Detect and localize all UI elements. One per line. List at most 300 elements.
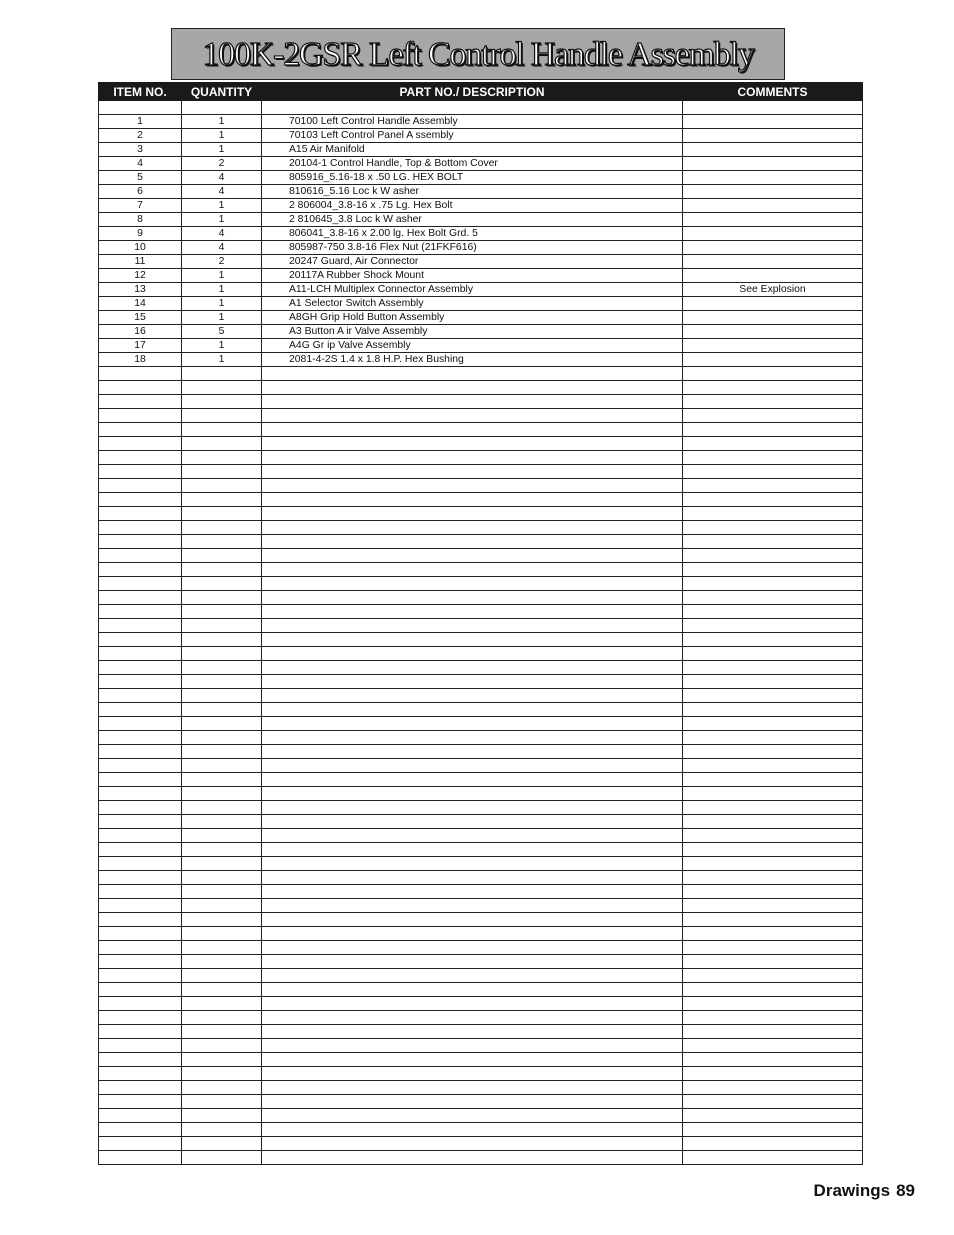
- cell-comments: [683, 1067, 863, 1081]
- cell-item-no: [99, 1095, 182, 1109]
- cell-description: [262, 1011, 683, 1025]
- table-row-empty: [99, 829, 863, 843]
- cell-quantity: [182, 871, 262, 885]
- cell-comments: [683, 885, 863, 899]
- cell-comments: [683, 563, 863, 577]
- cell-comments: [683, 1137, 863, 1151]
- cell-comments: [683, 325, 863, 339]
- cell-description: [262, 815, 683, 829]
- cell-quantity: [182, 773, 262, 787]
- table-row: [99, 227, 863, 241]
- table-row: [99, 311, 863, 325]
- cell-description: 20104-1 Control Handle, Top & Bottom Cover: [262, 157, 683, 171]
- table-row-empty: [99, 1053, 863, 1067]
- cell-quantity: [182, 493, 262, 507]
- cell-comments: [683, 857, 863, 871]
- cell-item-no: 4: [99, 157, 182, 171]
- table-row-empty: [99, 577, 863, 591]
- table-row-empty: [99, 479, 863, 493]
- cell-item-no: 16: [99, 325, 182, 339]
- cell-quantity: [182, 1053, 262, 1067]
- cell-quantity: [182, 1095, 262, 1109]
- cell-item-no: [99, 423, 182, 437]
- cell-description: [262, 633, 683, 647]
- cell-quantity: [182, 1039, 262, 1053]
- cell-description: [262, 507, 683, 521]
- table-row-empty: [99, 787, 863, 801]
- cell-description: [262, 717, 683, 731]
- cell-item-no: 6: [99, 185, 182, 199]
- cell-quantity: [182, 843, 262, 857]
- cell-comments: [683, 1095, 863, 1109]
- cell-description: [262, 563, 683, 577]
- table-row: [99, 199, 863, 213]
- cell-description: [262, 367, 683, 381]
- table-row-empty: [99, 633, 863, 647]
- cell-item-no: [99, 731, 182, 745]
- table-row-empty: [99, 409, 863, 423]
- table-row-empty: [99, 563, 863, 577]
- cell-quantity: 1: [182, 115, 262, 129]
- table-row-empty: [99, 857, 863, 871]
- cell-item-no: [99, 829, 182, 843]
- cell-comments: [683, 647, 863, 661]
- table-row-empty: [99, 661, 863, 675]
- cell-quantity: 1: [182, 283, 262, 297]
- cell-item-no: [99, 787, 182, 801]
- cell-quantity: 1: [182, 353, 262, 367]
- table-row-empty: [99, 1039, 863, 1053]
- cell-item-no: [99, 913, 182, 927]
- cell-comments: [683, 199, 863, 213]
- cell-comments: [683, 675, 863, 689]
- cell-item-no: [99, 101, 182, 115]
- cell-item-no: [99, 1039, 182, 1053]
- cell-comments: [683, 1123, 863, 1137]
- cell-quantity: [182, 675, 262, 689]
- cell-comments: [683, 871, 863, 885]
- cell-quantity: [182, 1109, 262, 1123]
- cell-comments: [683, 983, 863, 997]
- cell-item-no: [99, 801, 182, 815]
- cell-description: [262, 829, 683, 843]
- table-row-empty: [99, 815, 863, 829]
- cell-quantity: [182, 381, 262, 395]
- table-header-row: [99, 83, 863, 101]
- cell-description: [262, 899, 683, 913]
- cell-quantity: [182, 717, 262, 731]
- cell-item-no: [99, 773, 182, 787]
- cell-item-no: [99, 1081, 182, 1095]
- cell-quantity: [182, 1025, 262, 1039]
- cell-description: [262, 843, 683, 857]
- cell-quantity: [182, 997, 262, 1011]
- cell-comments: [683, 941, 863, 955]
- cell-comments: [683, 129, 863, 143]
- table-row-empty: [99, 801, 863, 815]
- cell-quantity: [182, 549, 262, 563]
- cell-item-no: [99, 563, 182, 577]
- cell-comments: [683, 213, 863, 227]
- table-row: [99, 115, 863, 129]
- cell-item-no: 9: [99, 227, 182, 241]
- cell-item-no: [99, 983, 182, 997]
- table-row-empty: [99, 619, 863, 633]
- cell-description: A15 Air Manifold: [262, 143, 683, 157]
- table-row-empty: [99, 423, 863, 437]
- cell-quantity: [182, 969, 262, 983]
- cell-description: [262, 871, 683, 885]
- cell-quantity: [182, 801, 262, 815]
- cell-description: [262, 983, 683, 997]
- cell-comments: [683, 745, 863, 759]
- cell-description: [262, 787, 683, 801]
- cell-quantity: [182, 633, 262, 647]
- table-row: [99, 185, 863, 199]
- cell-comments: [683, 367, 863, 381]
- cell-description: [262, 1067, 683, 1081]
- cell-comments: [683, 381, 863, 395]
- cell-item-no: [99, 703, 182, 717]
- cell-description: [262, 997, 683, 1011]
- table-row-empty: [99, 997, 863, 1011]
- cell-item-no: [99, 493, 182, 507]
- table-row-empty: [99, 927, 863, 941]
- cell-item-no: [99, 1123, 182, 1137]
- cell-item-no: [99, 899, 182, 913]
- cell-comments: [683, 227, 863, 241]
- cell-description: [262, 423, 683, 437]
- cell-comments: [683, 661, 863, 675]
- table-row-empty: [99, 535, 863, 549]
- table-row-empty: [99, 955, 863, 969]
- cell-description: [262, 1151, 683, 1165]
- cell-comments: [683, 591, 863, 605]
- cell-comments: [683, 549, 863, 563]
- cell-quantity: [182, 619, 262, 633]
- cell-comments: [683, 171, 863, 185]
- cell-quantity: [182, 507, 262, 521]
- header-description: PART NO./ DESCRIPTION: [262, 83, 683, 101]
- cell-description: 20117A Rubber Shock Mount: [262, 269, 683, 283]
- cell-item-no: [99, 367, 182, 381]
- cell-quantity: 4: [182, 185, 262, 199]
- cell-item-no: [99, 675, 182, 689]
- cell-description: [262, 675, 683, 689]
- cell-description: [262, 1109, 683, 1123]
- cell-quantity: [182, 955, 262, 969]
- table-row-empty: [99, 549, 863, 563]
- cell-description: [262, 689, 683, 703]
- cell-quantity: [182, 815, 262, 829]
- cell-item-no: [99, 1109, 182, 1123]
- cell-quantity: [182, 563, 262, 577]
- cell-quantity: [182, 745, 262, 759]
- cell-description: 70100 Left Control Handle Assembly: [262, 115, 683, 129]
- cell-description: [262, 1025, 683, 1039]
- table-row: [99, 157, 863, 171]
- cell-description: [262, 591, 683, 605]
- cell-comments: [683, 619, 863, 633]
- cell-description: [262, 535, 683, 549]
- cell-description: [262, 927, 683, 941]
- cell-description: 70103 Left Control Panel A ssembly: [262, 129, 683, 143]
- cell-quantity: [182, 465, 262, 479]
- cell-quantity: 1: [182, 269, 262, 283]
- cell-item-no: [99, 997, 182, 1011]
- cell-comments: [683, 353, 863, 367]
- cell-description: [262, 465, 683, 479]
- cell-comments: [683, 787, 863, 801]
- cell-description: 2 806004_3.8-16 x .75 Lg. Hex Bolt: [262, 199, 683, 213]
- table-row-empty: [99, 605, 863, 619]
- cell-quantity: [182, 521, 262, 535]
- cell-comments: [683, 423, 863, 437]
- cell-quantity: [182, 1011, 262, 1025]
- cell-quantity: [182, 423, 262, 437]
- cell-description: [262, 955, 683, 969]
- cell-description: [262, 577, 683, 591]
- cell-item-no: [99, 535, 182, 549]
- cell-description: [262, 437, 683, 451]
- cell-description: [262, 941, 683, 955]
- table-row-empty: [99, 941, 863, 955]
- cell-comments: [683, 185, 863, 199]
- cell-comments: [683, 451, 863, 465]
- table-row-empty: [99, 395, 863, 409]
- cell-quantity: [182, 1067, 262, 1081]
- cell-comments: [683, 311, 863, 325]
- cell-comments: [683, 269, 863, 283]
- cell-comments: [683, 395, 863, 409]
- table-row: [99, 241, 863, 255]
- cell-comments: See Explosion: [683, 283, 863, 297]
- cell-item-no: [99, 591, 182, 605]
- cell-comments: [683, 605, 863, 619]
- table-row-empty: [99, 913, 863, 927]
- header-comments: COMMENTS: [683, 83, 863, 101]
- table-row-empty: [99, 983, 863, 997]
- cell-item-no: 8: [99, 213, 182, 227]
- cell-comments: [683, 731, 863, 745]
- cell-item-no: [99, 395, 182, 409]
- cell-comments: [683, 465, 863, 479]
- cell-quantity: [182, 885, 262, 899]
- cell-description: [262, 759, 683, 773]
- cell-item-no: 13: [99, 283, 182, 297]
- cell-quantity: [182, 479, 262, 493]
- table-row-empty: [99, 689, 863, 703]
- cell-comments: [683, 913, 863, 927]
- cell-item-no: [99, 577, 182, 591]
- cell-comments: [683, 1151, 863, 1165]
- cell-comments: [683, 507, 863, 521]
- page-title: 100K-2GSR Left Control Handle Assembly: [202, 36, 754, 73]
- cell-description: [262, 549, 683, 563]
- cell-quantity: [182, 1081, 262, 1095]
- cell-description: [262, 801, 683, 815]
- cell-item-no: 12: [99, 269, 182, 283]
- cell-item-no: [99, 717, 182, 731]
- cell-quantity: [182, 451, 262, 465]
- cell-quantity: [182, 1137, 262, 1151]
- cell-item-no: [99, 619, 182, 633]
- cell-description: [262, 1081, 683, 1095]
- cell-comments: [683, 773, 863, 787]
- table-row: [99, 129, 863, 143]
- cell-item-no: [99, 1053, 182, 1067]
- cell-comments: [683, 409, 863, 423]
- cell-description: [262, 647, 683, 661]
- cell-quantity: [182, 731, 262, 745]
- cell-item-no: [99, 1025, 182, 1039]
- cell-comments: [683, 577, 863, 591]
- cell-description: [262, 479, 683, 493]
- cell-item-no: [99, 633, 182, 647]
- cell-item-no: [99, 507, 182, 521]
- table-row-empty: [99, 507, 863, 521]
- cell-item-no: 10: [99, 241, 182, 255]
- table-row-empty: [99, 969, 863, 983]
- table-row: [99, 171, 863, 185]
- cell-quantity: 1: [182, 297, 262, 311]
- cell-quantity: [182, 409, 262, 423]
- footer-section-label: Drawings: [813, 1181, 891, 1200]
- cell-item-no: [99, 521, 182, 535]
- cell-item-no: [99, 1151, 182, 1165]
- table-row: [99, 353, 863, 367]
- cell-item-no: [99, 843, 182, 857]
- cell-description: [262, 381, 683, 395]
- table-row-empty: [99, 731, 863, 745]
- cell-item-no: [99, 605, 182, 619]
- table-row: [99, 255, 863, 269]
- cell-quantity: [182, 913, 262, 927]
- page-footer: [814, 1181, 915, 1201]
- cell-comments: [683, 437, 863, 451]
- cell-item-no: [99, 969, 182, 983]
- table-row: [99, 283, 863, 297]
- cell-description: 20247 Guard, Air Connector: [262, 255, 683, 269]
- cell-item-no: [99, 437, 182, 451]
- cell-quantity: [182, 689, 262, 703]
- cell-comments: [683, 1039, 863, 1053]
- cell-comments: [683, 521, 863, 535]
- table-row: [99, 325, 863, 339]
- table-row-empty: [99, 703, 863, 717]
- cell-description: [262, 409, 683, 423]
- cell-description: 805916_5.16-18 x .50 LG. HEX BOLT: [262, 171, 683, 185]
- table-row-empty: [99, 493, 863, 507]
- cell-item-no: 1: [99, 115, 182, 129]
- cell-quantity: 2: [182, 255, 262, 269]
- cell-comments: [683, 115, 863, 129]
- cell-item-no: [99, 409, 182, 423]
- cell-description: [262, 1053, 683, 1067]
- table-row: [99, 339, 863, 353]
- cell-description: [262, 857, 683, 871]
- cell-description: A8GH Grip Hold Button Assembly: [262, 311, 683, 325]
- cell-comments: [683, 927, 863, 941]
- cell-item-no: [99, 815, 182, 829]
- cell-item-no: [99, 549, 182, 563]
- table-row-empty: [99, 773, 863, 787]
- cell-quantity: [182, 535, 262, 549]
- cell-quantity: 4: [182, 227, 262, 241]
- table-row: [99, 143, 863, 157]
- cell-description: [262, 703, 683, 717]
- cell-item-no: 2: [99, 129, 182, 143]
- cell-comments: [683, 339, 863, 353]
- cell-comments: [683, 759, 863, 773]
- cell-description: [262, 1123, 683, 1137]
- cell-quantity: 2: [182, 157, 262, 171]
- cell-description: [262, 101, 683, 115]
- cell-quantity: [182, 605, 262, 619]
- table-row-empty: [99, 885, 863, 899]
- cell-quantity: [182, 829, 262, 843]
- cell-quantity: [182, 941, 262, 955]
- cell-quantity: 5: [182, 325, 262, 339]
- cell-comments: [683, 493, 863, 507]
- cell-item-no: [99, 927, 182, 941]
- cell-quantity: [182, 101, 262, 115]
- cell-comments: [683, 101, 863, 115]
- cell-description: [262, 661, 683, 675]
- cell-description: [262, 395, 683, 409]
- cell-item-no: 14: [99, 297, 182, 311]
- cell-description: [262, 969, 683, 983]
- cell-quantity: [182, 927, 262, 941]
- cell-description: A3 Button A ir Valve Assembly: [262, 325, 683, 339]
- cell-description: [262, 885, 683, 899]
- header-item-no: ITEM NO.: [99, 83, 182, 101]
- cell-quantity: 1: [182, 143, 262, 157]
- cell-quantity: 1: [182, 339, 262, 353]
- cell-item-no: [99, 745, 182, 759]
- table-row-empty: [99, 367, 863, 381]
- cell-item-no: [99, 465, 182, 479]
- cell-quantity: [182, 577, 262, 591]
- cell-item-no: [99, 661, 182, 675]
- cell-quantity: [182, 787, 262, 801]
- cell-item-no: [99, 885, 182, 899]
- table-row-empty: [99, 1095, 863, 1109]
- cell-item-no: [99, 451, 182, 465]
- cell-item-no: [99, 857, 182, 871]
- cell-item-no: 15: [99, 311, 182, 325]
- cell-comments: [683, 479, 863, 493]
- cell-item-no: 11: [99, 255, 182, 269]
- table-row-empty: [99, 437, 863, 451]
- table-row-empty: [99, 1109, 863, 1123]
- cell-description: [262, 619, 683, 633]
- cell-quantity: [182, 437, 262, 451]
- title-banner: [171, 28, 785, 80]
- cell-item-no: [99, 1067, 182, 1081]
- cell-comments: [683, 535, 863, 549]
- cell-quantity: 1: [182, 199, 262, 213]
- cell-description: [262, 913, 683, 927]
- cell-comments: [683, 717, 863, 731]
- cell-quantity: [182, 591, 262, 605]
- table-row-empty: [99, 675, 863, 689]
- table-row-empty: [99, 745, 863, 759]
- cell-quantity: 4: [182, 171, 262, 185]
- cell-item-no: [99, 1011, 182, 1025]
- table-row-empty: [99, 521, 863, 535]
- cell-item-no: 17: [99, 339, 182, 353]
